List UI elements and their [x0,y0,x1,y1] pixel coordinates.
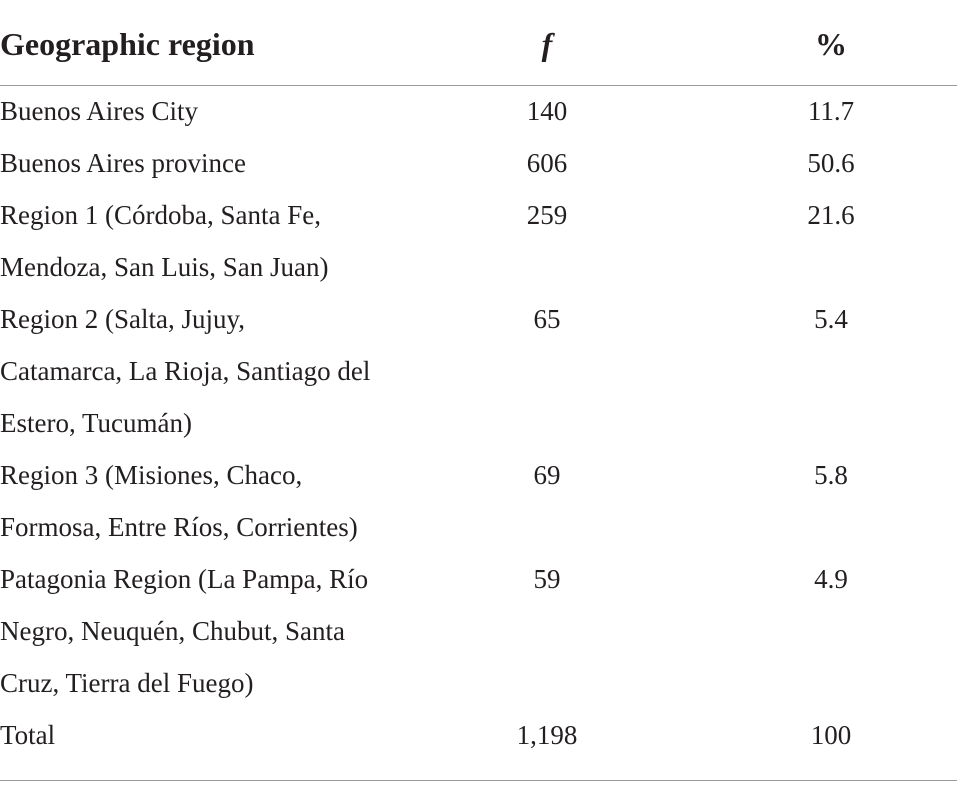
region-text-line: Mendoza, San Luis, San Juan) [0,252,329,282]
header-frequency: f [541,26,553,62]
region-cell [0,709,400,761]
region-text-line: Region 2 (Salta, Jujuy, [0,304,245,334]
percent-cell: 50.6 [807,148,855,178]
table-header [0,0,957,86]
frequency-cell: 140 [526,96,568,126]
frequency-cell: 259 [526,200,568,230]
region-cell [0,553,400,709]
header-percent: % [815,26,847,62]
percent-cell: 4.9 [814,564,848,594]
region-text-line: Total [0,720,56,750]
frequency-cell: 606 [526,148,568,178]
region-text-line: Estero, Tucumán) [0,408,192,438]
frequency-cell: 1,198 [516,720,578,750]
header-geographic-region: Geographic region [0,26,255,62]
percent-cell: 5.8 [814,460,848,490]
frequency-cell: 65 [533,304,561,334]
table-bottom-rule [0,780,957,781]
region-text-line: Cruz, Tierra del Fuego) [0,668,254,698]
region-cell [0,189,400,293]
percent-cell: 21.6 [807,200,855,230]
region-text-line: Region 3 (Misiones, Chaco, [0,460,303,490]
frequency-cell: 59 [533,564,561,594]
region-text-line: Catamarca, La Rioja, Santiago del [0,356,371,386]
region-cell [0,449,400,553]
region-text-line: Negro, Neuquén, Chubut, Santa [0,616,345,646]
region-text-line: Formosa, Entre Ríos, Corrientes) [0,512,358,542]
region-cell [0,293,400,449]
frequency-cell: 69 [533,460,561,490]
percent-cell: 11.7 [807,96,855,126]
percent-cell: 5.4 [814,304,848,334]
region-text-line: Region 1 (Córdoba, Santa Fe, [0,200,321,230]
region-cell [0,137,400,189]
region-text-line: Buenos Aires province [0,148,246,178]
region-text-line: Patagonia Region (La Pampa, Río [0,564,369,594]
region-cell [0,85,400,137]
percent-cell: 100 [810,720,852,750]
region-text-line: Buenos Aires City [0,96,199,126]
